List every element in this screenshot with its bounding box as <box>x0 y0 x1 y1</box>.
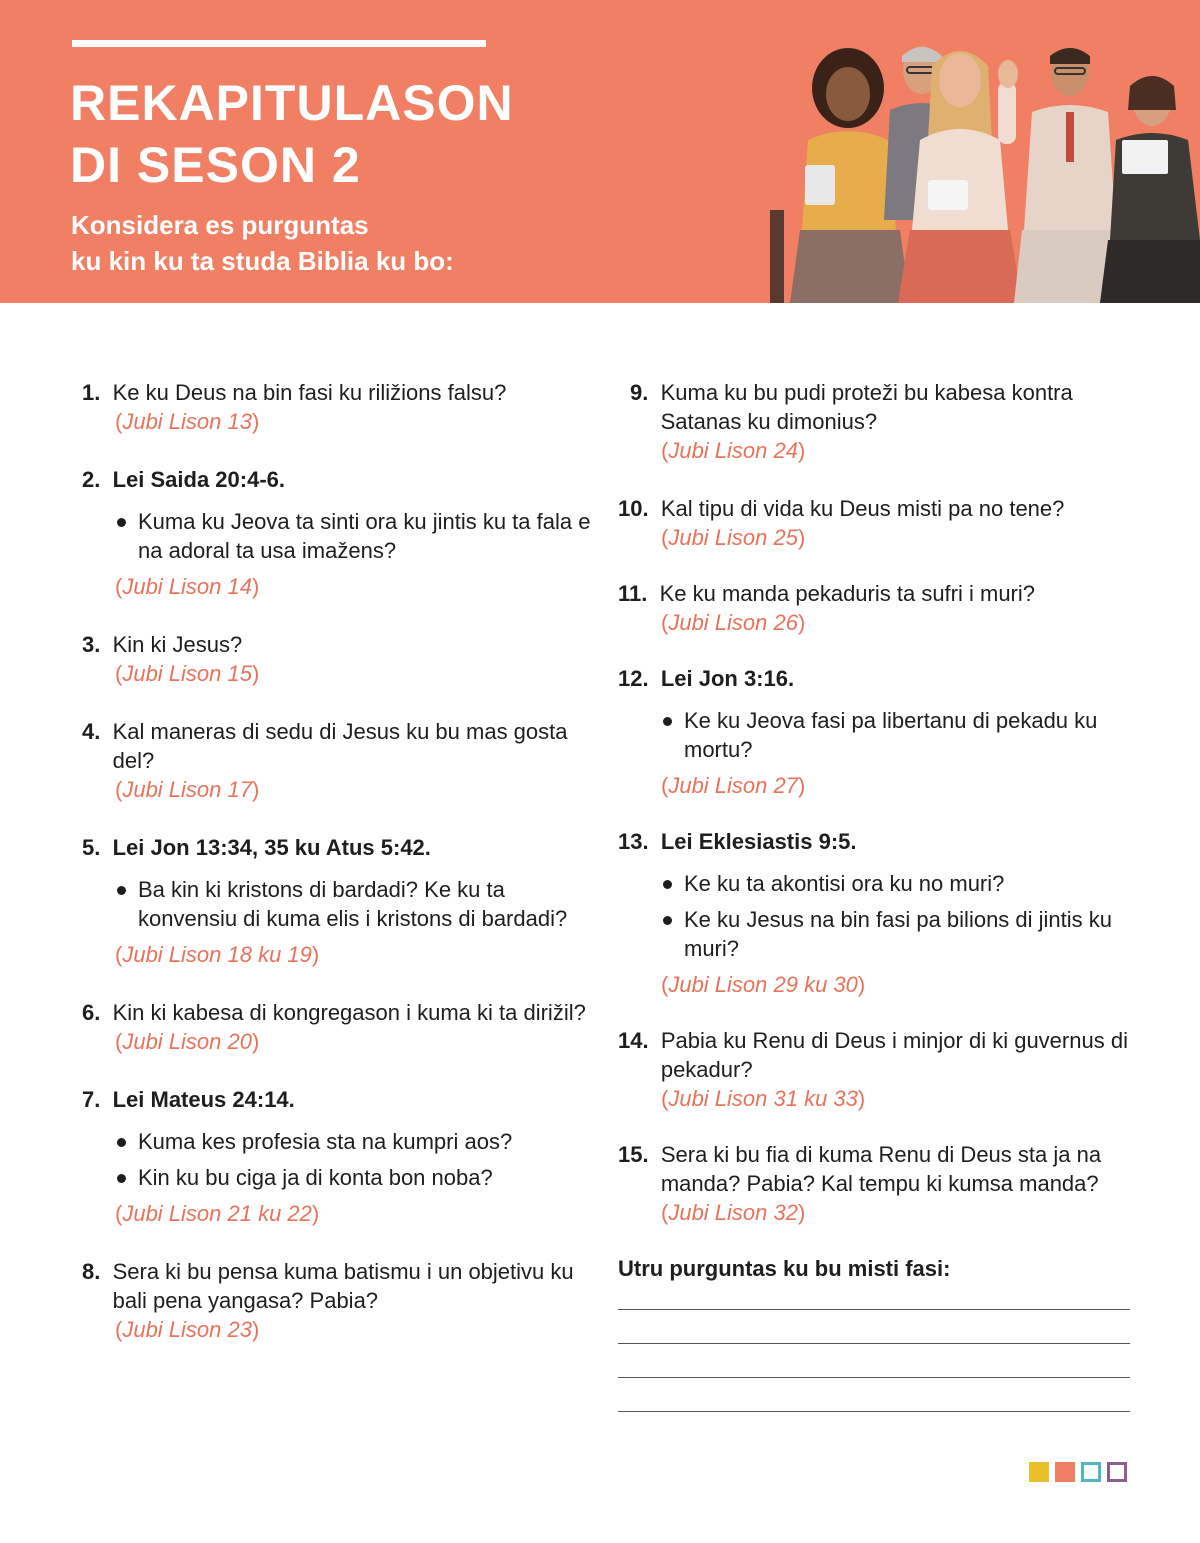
bullet-list <box>115 507 592 565</box>
bullet-list <box>661 706 1138 764</box>
other-questions-title: Utru purguntas ku bu misti fasi: <box>618 1256 951 1281</box>
bullet-item: Kin ku bu ciga ja di konta bon noba? <box>115 1163 592 1192</box>
bullet-item: Kuma ku Jeova ta sinti ora ku jintis ku ta fala e na adoral ta usa imažens? <box>115 507 592 565</box>
question-number: 9. <box>630 380 649 405</box>
question-text: Lei Mateus 24:14. <box>112 1087 295 1112</box>
lesson-reference: (Jubi Lison 21 ku 22) <box>115 1201 320 1226</box>
question-text: Ke ku manda pekaduris ta sufri i muri? <box>659 581 1036 606</box>
question-10 <box>618 494 1138 552</box>
lesson-reference: (Jubi Lison 27) <box>661 773 806 798</box>
lesson-reference: (Jubi Lison 14) <box>115 574 260 599</box>
question-15 <box>618 1140 1138 1227</box>
subtitle-line-1: Konsidera es purguntas <box>71 210 369 240</box>
question-7 <box>82 1085 592 1228</box>
lesson-reference: (Jubi Lison 25) <box>661 525 806 550</box>
question-text: Kuma ku bu pudi proteži bu kabesa kontra Satanas ku dimonius? <box>660 380 1073 434</box>
square-teal-outline <box>1081 1462 1101 1482</box>
header-rule <box>72 40 486 47</box>
question-number: 15. <box>618 1142 649 1167</box>
question-number: 12. <box>618 666 649 691</box>
bullet-list <box>115 875 592 933</box>
answer-line[interactable] <box>618 1377 1130 1378</box>
person-5 <box>1100 76 1200 303</box>
question-13 <box>618 827 1138 999</box>
question-number: 7. <box>82 1087 101 1112</box>
header-banner <box>0 0 1200 303</box>
question-number: 1. <box>82 380 101 405</box>
question-number: 2. <box>82 467 101 492</box>
question-number: 6. <box>82 1000 101 1025</box>
question-8 <box>82 1257 592 1344</box>
question-text: Kal tipu di vida ku Deus misti pa no tene? <box>660 496 1065 521</box>
question-number: 5. <box>82 835 101 860</box>
question-9 <box>618 378 1138 465</box>
bullet-item: Ke ku Jeova fasi pa libertanu di pekadu ku mortu? <box>661 706 1138 764</box>
page-subtitle <box>71 207 454 279</box>
question-text: Sera ki bu pensa kuma batismu i un objetivu ku bali pena yangasa? Pabia? <box>112 1259 574 1313</box>
page-title <box>70 72 514 196</box>
question-number: 3. <box>82 632 101 657</box>
question-text: Kin ki kabesa di kongregason i kuma ki ta dirižil? <box>112 1000 586 1025</box>
subtitle-line-2: ku kin ku ta studa Biblia ku bo: <box>71 246 454 276</box>
lesson-reference: (Jubi Lison 20) <box>115 1029 260 1054</box>
question-number: 4. <box>82 719 101 744</box>
question-number: 14. <box>618 1028 649 1053</box>
question-text: Kal maneras di sedu di Jesus ku bu mas gosta del? <box>112 719 568 773</box>
people-seated-illustration <box>760 30 1200 303</box>
title-line-2: DI SESON 2 <box>70 137 361 193</box>
question-3 <box>82 630 592 688</box>
questions-column-right <box>618 378 1138 1445</box>
question-4 <box>82 717 592 804</box>
answer-line[interactable] <box>618 1411 1130 1412</box>
question-number: 10. <box>618 496 649 521</box>
title-line-1: REKAPITULASON <box>70 75 514 131</box>
other-questions-section <box>618 1254 1138 1412</box>
answer-lines <box>618 1309 1138 1412</box>
question-number: 13. <box>618 829 649 854</box>
lesson-reference: (Jubi Lison 17) <box>115 777 260 802</box>
square-coral <box>1055 1462 1075 1482</box>
questions-column-left <box>82 378 592 1344</box>
square-purple-outline <box>1107 1462 1127 1482</box>
question-number: 8. <box>82 1259 101 1284</box>
question-number: 11. <box>618 581 648 606</box>
question-2 <box>82 465 592 601</box>
question-text: Lei Saida 20:4-6. <box>112 467 286 492</box>
question-text: Lei Jon 13:34, 35 ku Atus 5:42. <box>112 835 431 860</box>
lesson-reference: (Jubi Lison 24) <box>661 438 806 463</box>
bullet-list <box>115 1127 592 1192</box>
decorative-squares <box>1029 1462 1127 1482</box>
question-14 <box>618 1026 1138 1113</box>
bullet-item: Ke ku Jesus na bin fasi pa bilions di jintis ku muri? <box>661 905 1138 963</box>
bullet-list <box>661 869 1138 963</box>
lesson-reference: (Jubi Lison 26) <box>661 610 806 635</box>
question-11 <box>618 579 1138 637</box>
lesson-reference: (Jubi Lison 13) <box>115 409 260 434</box>
lesson-reference: (Jubi Lison 32) <box>661 1200 806 1225</box>
question-text: Sera ki bu fia di kuma Renu di Deus sta ja na manda? Pabia? Kal tempu ki kumsa manda? <box>660 1142 1102 1196</box>
question-5 <box>82 833 592 969</box>
question-text: Ke ku Deus na bin fasi ku riližions falsu? <box>112 380 507 405</box>
bullet-item: Ba kin ki kristons di bardadi? Ke ku ta konvensiu di kuma elis i kristons di bardadi? <box>115 875 592 933</box>
answer-line[interactable] <box>618 1309 1130 1310</box>
question-text: Kin ki Jesus? <box>112 632 243 657</box>
square-yellow <box>1029 1462 1049 1482</box>
bullet-item: Kuma kes profesia sta na kumpri aos? <box>115 1127 592 1156</box>
question-text: Lei Eklesiastis 9:5. <box>660 829 857 854</box>
question-12 <box>618 664 1138 800</box>
answer-line[interactable] <box>618 1343 1130 1344</box>
lesson-reference: (Jubi Lison 29 ku 30) <box>661 972 866 997</box>
question-text: Lei Jon 3:16. <box>660 666 795 691</box>
question-text: Pabia ku Renu di Deus i minjor di ki guvernus di pekadur? <box>660 1028 1128 1082</box>
lesson-reference: (Jubi Lison 15) <box>115 661 260 686</box>
lesson-reference: (Jubi Lison 23) <box>115 1317 260 1342</box>
lesson-reference: (Jubi Lison 31 ku 33) <box>661 1086 866 1111</box>
question-6 <box>82 998 592 1056</box>
question-1 <box>82 378 592 436</box>
bullet-item: Ke ku ta akontisi ora ku no muri? <box>661 869 1138 898</box>
lesson-reference: (Jubi Lison 18 ku 19) <box>115 942 320 967</box>
